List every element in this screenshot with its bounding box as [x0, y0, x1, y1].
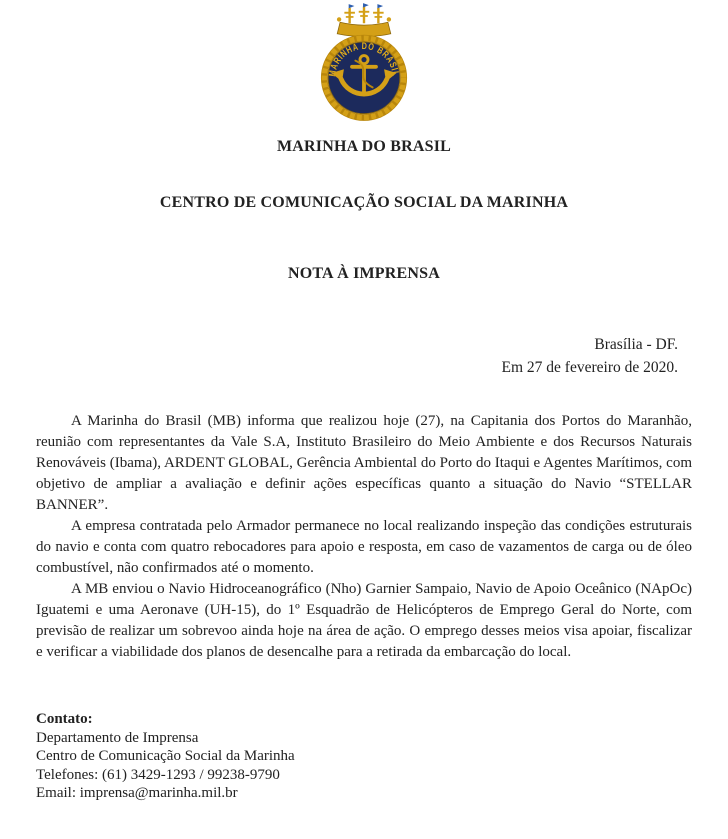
doc-type-title: NOTA À IMPRENSA	[287, 265, 441, 282]
contact-block	[0, 710, 728, 803]
paragraph-1: A Marinha do Brasil (MB) informa que realizou hoje (27), na Capitania dos Portos do Maranhão, reunião com representantes da Vale S.A, Instituto Brasileiro do Meio Ambiente e dos Recursos Naturais Renováveis (Ibama), ARDENT GLOBAL, Gerência Ambiental do Porto do Itaqui e Agentes Marítimos, com objetivo de ampliar a avaliação e definir ações específicas quanto a situação do Navio “STELLAR BANNER”.	[36, 413, 692, 513]
contact-email: Email: imprensa@marinha.mil.br	[36, 785, 238, 801]
contact-department: Departamento de Imprensa	[36, 729, 199, 746]
dept-title: CENTRO DE COMUNICAÇÃO SOCIAL DA MARINHA	[159, 194, 569, 211]
navy-emblem	[0, 0, 728, 122]
dateline-city: Brasília - DF.	[594, 336, 678, 353]
body-text	[0, 411, 728, 663]
dateline	[0, 333, 728, 379]
paragraph-2: A empresa contratada pelo Armador permanece no local realizando inspeção das condições estruturais do navio e conta com quatro rebocadores para apoio e resposta, em caso de vazamentos de carga ou de óleo combustível, não confirmados até o momento.	[36, 518, 692, 576]
contact-phones: Telefones: (61) 3429-1293 / 99238-9790	[36, 766, 280, 783]
org-title: MARINHA DO BRASIL	[276, 138, 452, 155]
emblem-ring-text: MARINHA DO BRASIL	[327, 41, 401, 79]
paragraph-3: A MB enviou o Navio Hidroceanográfico (Nho) Garnier Sampaio, Navio de Apoio Oceânico (NApOc) Iguatemi e uma Aeronave (UH-15), do 1º Esquadrão de Helicópteros de Emprego Geral do Norte, com previsão de realizar um sobrevoo ainda hoje na área de ação. O emprego desses meios visa apoiar, fiscalizar e verificar a viabilidade dos planos de desencalhe para a retirada da embarcação do local.	[36, 581, 692, 660]
dateline-date: Em 27 de fevereiro de 2020.	[501, 359, 678, 376]
naval-crown-icon	[337, 3, 391, 37]
contact-label: Contato:	[36, 711, 93, 727]
marinha-do-brasil-emblem-icon	[297, 3, 431, 122]
contact-center: Centro de Comunicação Social da Marinha	[36, 748, 295, 764]
